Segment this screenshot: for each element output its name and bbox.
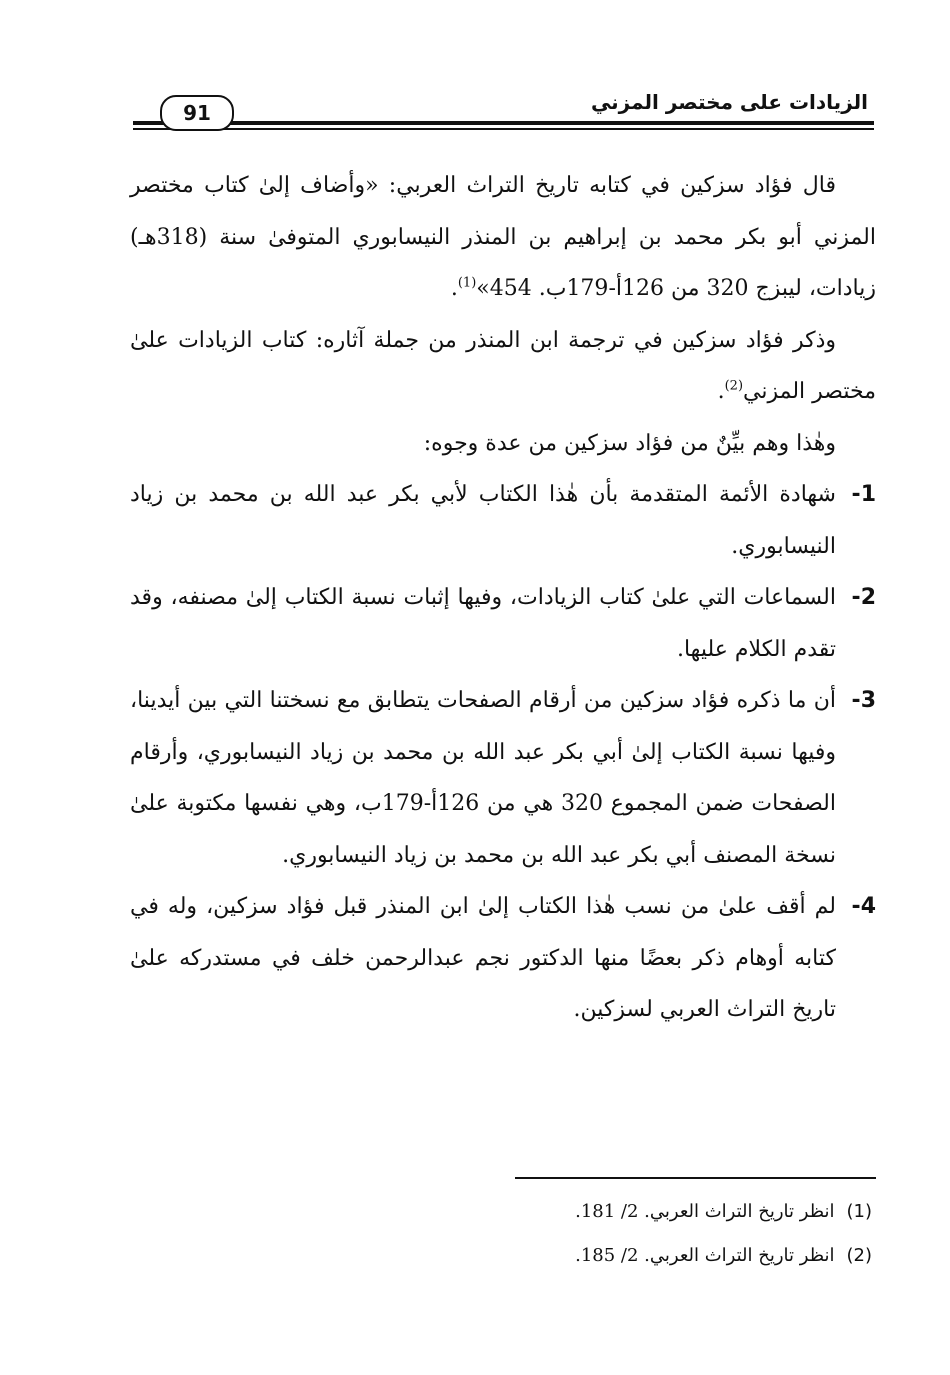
list-item-1 xyxy=(130,469,876,572)
paragraph-2-end: . xyxy=(717,379,725,404)
item-text: لم أقف علىٰ من نسب هٰذا الكتاب إلىٰ ابن المنذر قبل فؤاد سزكين، وله في كتابه أوهام ذكر بعضًا منها الدكتور نجم عبدالرحمن خلف في مستدركه علىٰ تاريخ التراث العربي لسزكين. xyxy=(130,894,836,1022)
page-number: 91 xyxy=(160,95,234,131)
main-text xyxy=(130,160,876,1036)
footnote-mark: (1) xyxy=(846,1201,872,1222)
item-number: 4- xyxy=(851,894,876,919)
footnote-1 xyxy=(130,1190,872,1234)
footnote-2 xyxy=(130,1234,872,1278)
item-number: 2- xyxy=(851,585,876,610)
footnote-text: انظر تاريخ التراث العربي. 2/ 181. xyxy=(575,1201,835,1222)
footnote-text: انظر تاريخ التراث العربي. 2/ 185. xyxy=(575,1245,835,1266)
footnote-separator xyxy=(515,1177,876,1179)
header-rule xyxy=(133,121,874,125)
footnote-mark: (2) xyxy=(846,1245,872,1266)
paragraph-2 xyxy=(130,315,876,418)
paragraph-1-end: . xyxy=(450,276,458,301)
header-rule-thin xyxy=(133,128,874,130)
running-title: الزيادات على مختصر المزني xyxy=(590,90,868,114)
list-intro: وهٰذا وهم بيِّنٌ من فؤاد سزكين من عدة وجوه: xyxy=(423,430,836,456)
item-text: السماعات التي علىٰ كتاب الزيادات، وفيها إثبات نسبة الكتاب إلىٰ مصنفه، وقد تقدم الكلام عليها. xyxy=(130,585,836,662)
item-number: 3- xyxy=(851,688,876,713)
paragraph-2-text: وذكر فؤاد سزكين في ترجمة ابن المنذر من جملة آثاره: كتاب الزيادات علىٰ مختصر المزني xyxy=(130,327,876,404)
paragraph-1-text: قال فؤاد سزكين في كتابه تاريخ التراث العربي: «وأضاف إلىٰ كتاب مختصر المزني أبو بكر محمد بن إبراهيم بن المنذر النيسابوري المتوفىٰ سنة (318هـ) زيادات، ليبزج 320 من 126أ-179ب. 454» xyxy=(130,173,876,301)
item-text: شهادة الأئمة المتقدمة بأن هٰذا الكتاب لأبي بكر عبد الله بن محمد بن زياد النيسابوري. xyxy=(130,482,836,559)
footnote-ref-1: (1) xyxy=(457,275,477,291)
item-text: أن ما ذكره فؤاد سزكين من أرقام الصفحات يتطابق مع نسختنا التي بين أيدينا، وفيها نسبة الكتاب إلىٰ أبي بكر عبد الله بن محمد بن زياد النيسابوري، وأرقام الصفحات ضمن المجموع 320 هي من 126أ-179ب، وهي نفسها مكتوبة علىٰ نسخة المصنف أبي بكر عبد الله بن محمد بن زياد النيسابوري. xyxy=(130,688,836,868)
item-number: 1- xyxy=(851,482,876,507)
footnotes xyxy=(130,1190,872,1278)
list-item-3 xyxy=(130,675,876,881)
list-item-4 xyxy=(130,881,876,1036)
paragraph-1 xyxy=(130,160,876,315)
footnote-ref-2: (2) xyxy=(724,378,744,394)
list-item-2 xyxy=(130,572,876,675)
